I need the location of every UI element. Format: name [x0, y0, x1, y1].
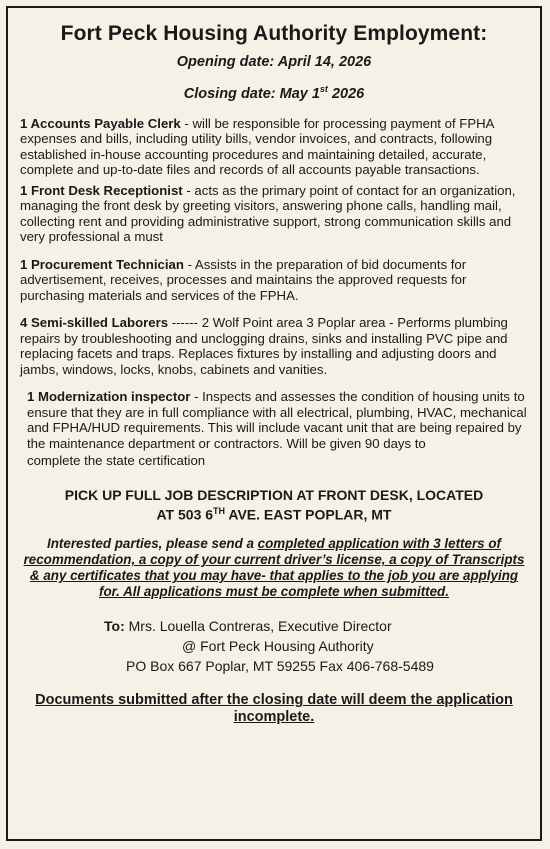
job-description: - acts as the primary point of contact for an organization, managing the front desk by greeting visitors, answering phone calls, handling mail, collecting rent and providing administrative support, strong communication skills and very professional a must [20, 182, 516, 245]
job-description: - Assists in the preparation of bid documents for advertisement, receives, processes and maintains the approved requests for purchasing materials and services of the FPHA. [20, 256, 467, 303]
contact-name: Mrs. Louella Contreras, Executive Director [124, 618, 392, 635]
job-description: - Inspects and assesses the condition of housing units to ensure that they are in full compliance with all electrical, plumbing, HVAC, mechanical and FPHA/HUD requirements. This will include vacant unit that are being repaired by the maintenance department or contractors. Will be given 90 days to [27, 389, 527, 451]
job-description: ------ 2 Wolf Point area 3 Poplar area - Performs plumbing repairs by troubleshooting and unclogging drains, sinks and installing PVC pipe and replacing facets and traps. Replaces fixtures by installing and adjusting doors and jambs, windows, locks, knobs, cabinets and vanities. [20, 315, 508, 377]
job-title: 1 Accounts Payable Clerk [20, 115, 181, 131]
job-title: 1 Modernization inspector [27, 389, 191, 405]
flyer-title: Fort Peck Housing Authority Employment: [60, 22, 488, 45]
footer-warning: Documents submitted after the closing date will deem the application incomplete. [35, 692, 513, 726]
contact-org: @ Fort Peck Housing Authority [182, 638, 374, 655]
job-laborers [20, 315, 528, 377]
job-listings [20, 116, 528, 469]
job-accounts-payable [20, 116, 528, 178]
contact-address: PO Box 667 Poplar, MT 59255 Fax 406-768-5489 [126, 658, 434, 675]
pickup-notice: PICK UP FULL JOB DESCRIPTION AT FRONT DESK, LOCATED AT 503 6TH AVE. EAST POPLAR, MT [64, 486, 484, 523]
contact-block [8, 616, 540, 676]
job-title: 1 Front Desk Receptionist [20, 182, 183, 198]
job-procurement [20, 257, 528, 304]
flyer-border [6, 6, 542, 841]
job-description-end: complete the state certification [27, 453, 206, 469]
job-modernization-inspector [27, 389, 528, 469]
application-instructions: Interested parties, please send a completed application with 3 letters of recommendation, a copy of your current driver’s license, a copy of Transcripts & any certificates that you may have- that applies to the job you are applying for. All applications must be complete when submitted. [23, 536, 525, 600]
job-title: 1 Procurement Technician [20, 256, 184, 272]
to-label: To: [104, 618, 125, 635]
closing-date: Closing date: May 1st 2026 [183, 84, 365, 102]
opening-date: Opening date: April 14, 2026 [176, 54, 372, 70]
job-front-desk [20, 183, 528, 245]
job-description: - will be responsible for processing payment of FPHA expenses and bills, including utility bills, vendor invoices, and contracts, following established in-house accounting procedures and maintaining detailed, accurate, complete and up-to-date files and records of all accounts payable transactions. [20, 115, 494, 178]
job-title: 4 Semi-skilled Laborers [20, 315, 169, 331]
